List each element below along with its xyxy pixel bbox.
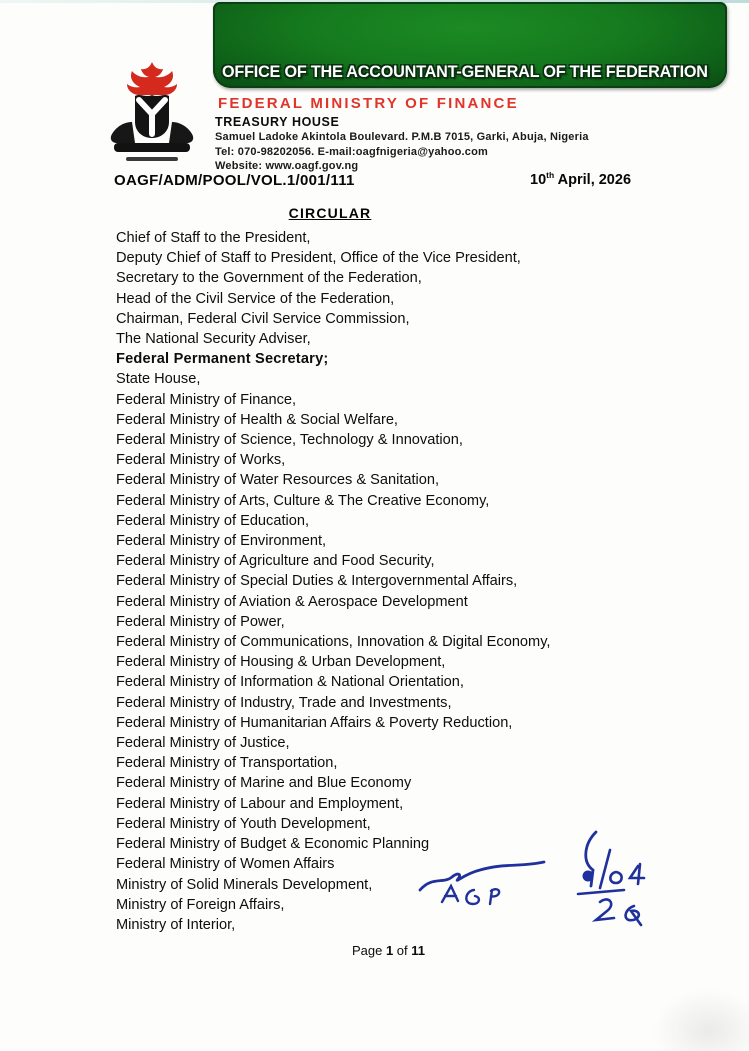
agf-signature-icon [418,850,548,921]
recipient-line: Federal Ministry of Women Affairs [116,856,335,873]
recipient-line: Federal Ministry of Transportation, [116,755,338,772]
recipient-line: Federal Ministry of Power, [116,613,285,630]
recipient-line: Federal Ministry of Humanitarian Affairs & Poverty Reduction, [116,714,513,731]
website-line: Website: www.oagf.gov.ng [215,160,359,173]
building-name: TREASURY HOUSE [215,115,340,129]
recipient-line: Federal Ministry of Aviation & Aerospace Development [116,593,468,610]
recipient-line: Chief of Staff to the President, [116,230,311,246]
address-block [215,130,589,174]
recipient-line: Federal Ministry of Special Duties & Intergovernmental Affairs, [116,573,518,590]
recipient-line: Federal Ministry of Information & National Orientation, [116,674,464,691]
recipient-line: The National Security Adviser, [116,331,311,348]
address-line: Samuel Ladoke Akintola Boulevard. P.M.B 7015, Garki, Abuja, Nigeria [215,131,589,143]
footer-prefix: Page [351,943,386,958]
recipient-line: Federal Ministry of Finance, [116,391,297,408]
recipient-line: Federal Ministry of Agriculture and Food Security, [116,553,435,570]
recipient-line: Federal Ministry of Labour and Employment, [116,795,404,812]
recipient-line: Deputy Chief of Staff to President, Office of the Vice President, [116,250,521,267]
recipient-line: Federal Ministry of Works, [116,452,286,469]
recipient-line: Federal Ministry of Marine and Blue Economy [116,775,412,792]
document-title: CIRCULAR [288,205,372,221]
letter-date [530,170,631,188]
recipient-line: Federal Permanent Secretary; [116,351,329,368]
header-banner [213,2,727,88]
recipient-line: Federal Ministry of Housing & Urban Development, [116,654,446,671]
reference-number: OAGF/ADM/POOL/VOL.1/001/111 [114,172,355,189]
recipient-line: Federal Ministry of Industry, Trade and Investments, [116,694,452,711]
date-ordinal: th [546,170,555,180]
ministry-name: FEDERAL MINISTRY OF FINANCE [218,95,519,112]
date-day: 10 [530,171,547,188]
footer-separator: of [393,943,412,958]
banner-title: OFFICE OF THE ACCOUNTANT-GENERAL OF THE FEDERATION [222,63,708,81]
recipient-line: Federal Ministry of Arts, Culture & The Creative Economy, [116,492,490,509]
recipient-line: Federal Ministry of Science, Technology & Innovation, [116,432,463,449]
recipient-line: Federal Ministry of Justice, [116,735,290,752]
recipient-line: Ministry of Interior, [116,916,236,933]
contact-line: Tel: 070-98202056. E-mail:oagfnigeria@yahoo.com [215,145,489,158]
recipient-line: Federal Ministry of Education, [116,512,310,529]
recipient-line: Federal Ministry of Health & Social Welfare, [116,411,398,428]
scan-shadow-artifact [629,971,749,1051]
recipient-line: Ministry of Foreign Affairs, [116,896,285,913]
recipient-line: Federal Ministry of Communications, Innovation & Digital Economy, [116,634,551,651]
date-initial-scribble-icon [550,828,660,937]
recipient-line: Federal Ministry of Budget & Economic Planning [116,836,430,853]
recipient-list [116,228,596,935]
page-number: 1 [385,943,394,958]
recipient-line: Federal Ministry of Water Resources & Sanitation, [116,472,440,489]
recipient-line: Chairman, Federal Civil Service Commission, [116,310,410,327]
recipient-line: Federal Ministry of Environment, [116,533,327,550]
nigeria-coat-of-arms-icon [106,60,198,168]
recipient-line: Federal Ministry of Youth Development, [116,815,371,832]
total-pages: 11 [411,943,426,958]
date-rest: April, 2026 [554,171,632,188]
recipient-line: Secretary to the Government of the Federation, [116,270,422,287]
recipient-line: State House, [116,371,201,388]
recipient-line: Ministry of Solid Minerals Development, [116,876,373,893]
page-footer [0,943,749,958]
recipient-line: Head of the Civil Service of the Federation, [116,290,395,307]
